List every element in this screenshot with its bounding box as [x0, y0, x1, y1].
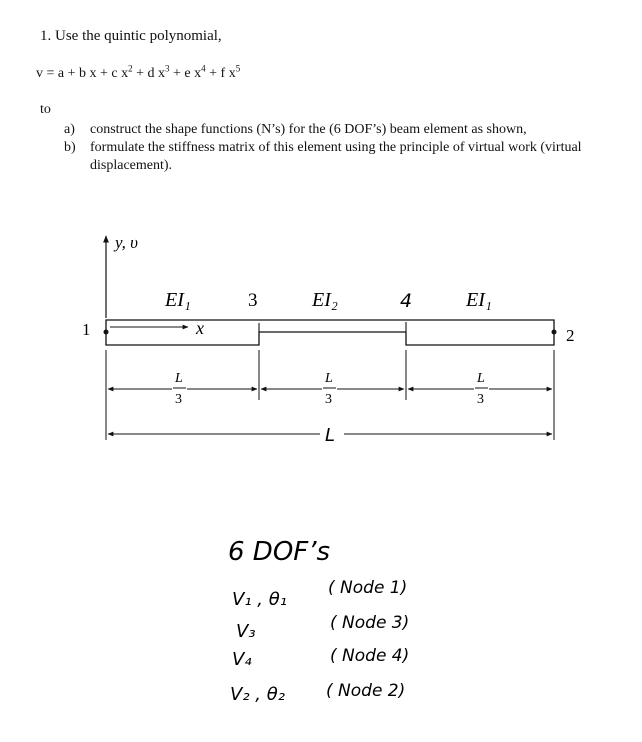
task-a-tag: a)	[64, 122, 75, 137]
question-text: Use the quintic polynomial,	[55, 28, 222, 44]
power-4: 4	[201, 63, 206, 74]
total-length-label: L	[325, 425, 336, 446]
power-3: 3	[165, 63, 170, 74]
task-a-text: construct the shape functions (N’s) for the (6 DOF’s) beam element as shown,	[90, 122, 527, 137]
dof-row-4-node: ( Node 2)	[326, 681, 406, 701]
task-b-text: formulate the stiffness matrix of this element using the principle of virtual work (virtual displacement).	[90, 140, 582, 173]
svg-text:3: 3	[325, 392, 332, 407]
dof-row-3-dofs: V₄	[232, 649, 252, 670]
task-b-tag: b)	[64, 140, 76, 155]
node-label-2: 2	[566, 326, 575, 345]
x-axis-label: x	[196, 318, 204, 338]
dof-row-2-dofs: V₃	[236, 621, 256, 642]
node-label-3: 3	[248, 290, 258, 311]
equation-term-4: + e x	[169, 66, 202, 81]
segment-label-2: EI₂	[312, 289, 338, 311]
to-label: to	[40, 102, 51, 117]
equation-term-5: + f x	[205, 66, 236, 81]
svg-text:L: L	[175, 371, 183, 386]
power-2: 2	[128, 63, 133, 74]
dof-row-3-node: ( Node 4)	[330, 646, 410, 666]
dof-row-2-node: ( Node 3)	[330, 613, 410, 633]
svg-text:3: 3	[175, 392, 182, 407]
svg-text:3: 3	[477, 392, 484, 407]
dof-row-4-dofs: V₂ , θ₂	[230, 684, 285, 705]
dof-row-1-node: ( Node 1)	[328, 578, 408, 598]
node-label-4: 4	[400, 290, 413, 312]
power-5: 5	[235, 63, 241, 74]
svg-text:L: L	[325, 371, 333, 386]
segment-label-1: EI₁	[165, 289, 191, 311]
question-number: 1.	[40, 28, 52, 44]
equation-lhs: v = a + b x + c x	[36, 66, 129, 81]
dof-heading: 6 DOF’s	[228, 537, 331, 567]
svg-text:L: L	[477, 371, 485, 386]
dof-row-1-dofs: V₁ , θ₁	[232, 589, 287, 610]
equation-term-3: + d x	[132, 66, 166, 81]
y-axis-label: y, υ	[115, 233, 138, 252]
node-label-1: 1	[82, 320, 91, 339]
segment-label-3: EI₁	[466, 289, 492, 311]
